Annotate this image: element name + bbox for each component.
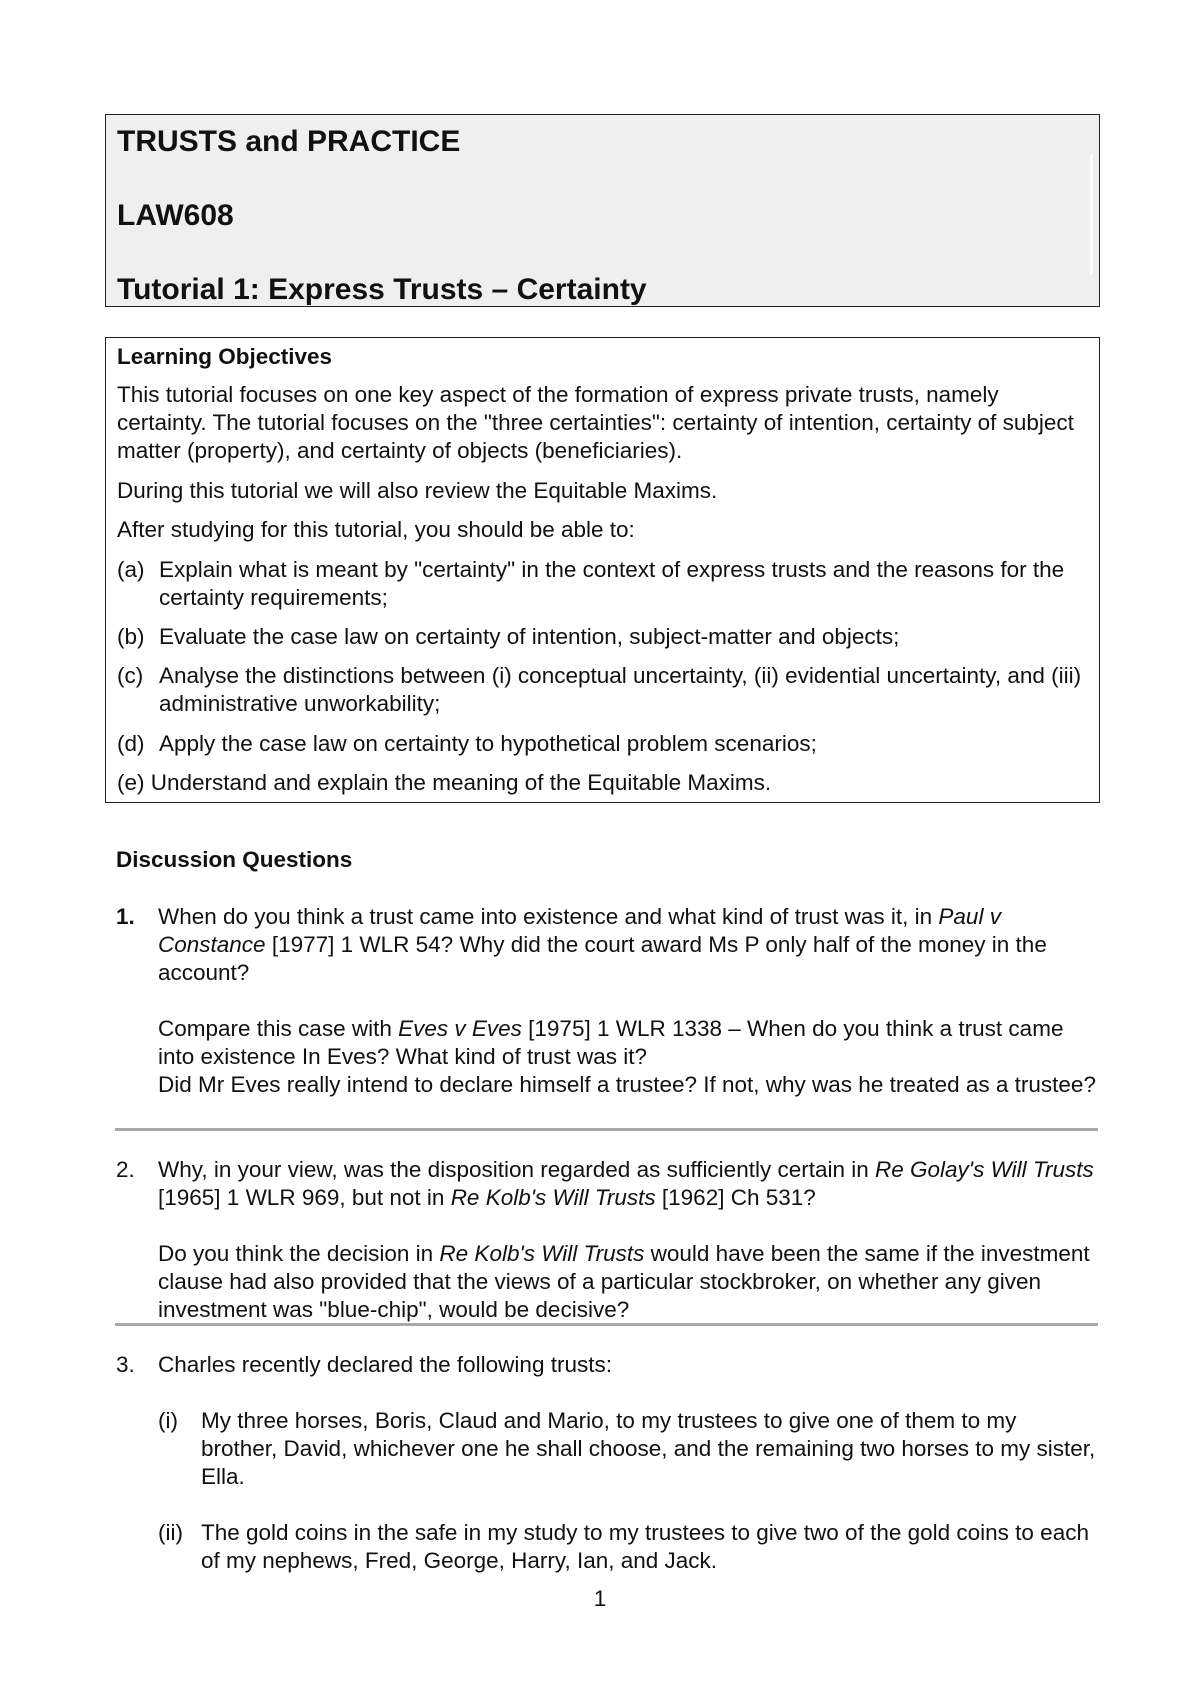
question-1-paragraph-1: When do you think a trust came into existence and what kind of trust was it, in Paul v Constance [1977] 1 WLR 54? Why did the court award Ms P only half of the money in the account? [158,904,1047,985]
question-2-paragraph-2: Do you think the decision in Re Kolb's Will Trusts would have been the same if the investment clause had also provided that the views of a particular stockbroker, on whether any given investment was "blue-chip", would be decisive? [158,1241,1090,1322]
objective-item-d [117,730,1087,758]
question-divider [115,1128,1098,1131]
case-name: Paul v Constance [158,904,1001,957]
objective-marker: (a) [117,557,145,582]
objective-text: (e) Understand and explain the meaning of the Equitable Maxims. [117,770,772,795]
objective-text: Analyse the distinctions between (i) conceptual uncertainty, (ii) evidential uncertainty, and (iii) administrative unworkability; [159,663,1082,716]
objective-text: Apply the case law on certainty to hypothetical problem scenarios; [159,731,817,756]
learning-objectives-box [105,337,1100,803]
title-box [105,114,1100,307]
course-title: TRUSTS and PRACTICE [117,125,461,158]
objectives-intro-paragraph: This tutorial focuses on one key aspect of the formation of express private trusts, namely certainty. The tutorial focuses on the "three certainties": certainty of intention, certainty of subject matter (property), and certainty of objects (beneficiaries). [117,382,1074,463]
objective-item-a [117,556,1087,612]
page-number: 1 [593,1586,607,1611]
after-studying-paragraph: After studying for this tutorial, you should be able to: [117,517,635,542]
sub-item-marker: (i) [158,1408,178,1433]
objective-text: Explain what is meant by "certainty" in the context of express trusts and the reasons for the certainty requirements; [159,557,1065,610]
sub-item-text: My three horses, Boris, Claud and Mario, to my trustees to give one of them to my brother, David, whichever one he shall choose, and the remaining two horses to my sister, Ella. [201,1408,1096,1489]
case-name: Re Golay's Will Trusts [875,1157,1094,1182]
objective-marker: (b) [117,624,145,649]
discussion-questions-heading: Discussion Questions [116,847,353,872]
course-code: LAW608 [117,199,234,232]
question-3-intro: Charles recently declared the following trusts: [158,1352,612,1377]
question-3 [116,1351,1096,1379]
question-1-paragraph-3: Did Mr Eves really intend to declare himself a trustee? If not, why was he treated as a trustee? [158,1072,1096,1097]
objective-item-c [117,662,1087,718]
trust-item-ii [158,1519,1098,1575]
question-number: 3. [116,1352,135,1377]
objective-item-e [117,769,1087,797]
question-number: 2. [116,1157,135,1182]
case-name: Eves v Eves [398,1016,522,1041]
question-2 [116,1156,1096,1324]
trust-item-i [158,1407,1098,1491]
question-number: 1. [116,904,135,929]
box-edge-highlight [1090,155,1093,275]
objective-marker: (c) [117,663,144,688]
objective-text: Evaluate the case law on certainty of intention, subject-matter and objects; [159,624,900,649]
objective-item-b [117,623,1087,651]
equitable-maxims-paragraph: During this tutorial we will also review the Equitable Maxims. [117,478,718,503]
sub-item-marker: (ii) [158,1520,183,1545]
tutorial-title: Tutorial 1: Express Trusts – Certainty [117,273,647,306]
sub-item-text: The gold coins in the safe in my study to my trustees to give two of the gold coins to each of my nephews, Fred, George, Harry, Ian, and Jack. [201,1520,1089,1573]
case-name: Re Kolb's Will Trusts [439,1241,645,1266]
question-1 [116,903,1096,1099]
objective-marker: (d) [117,731,145,756]
question-2-paragraph-1: Why, in your view, was the disposition regarded as sufficiently certain in Re Golay's Will Trusts [1965] 1 WLR 969, but not in Re Kolb's Will Trusts [1962] Ch 531? [158,1157,1094,1210]
learning-objectives-heading: Learning Objectives [117,344,333,369]
question-1-paragraph-2: Compare this case with Eves v Eves [1975] 1 WLR 1338 – When do you think a trust came into existence In Eves? What kind of trust was it? [158,1016,1064,1069]
case-name: Re Kolb's Will Trusts [450,1185,656,1210]
question-divider [115,1323,1098,1326]
